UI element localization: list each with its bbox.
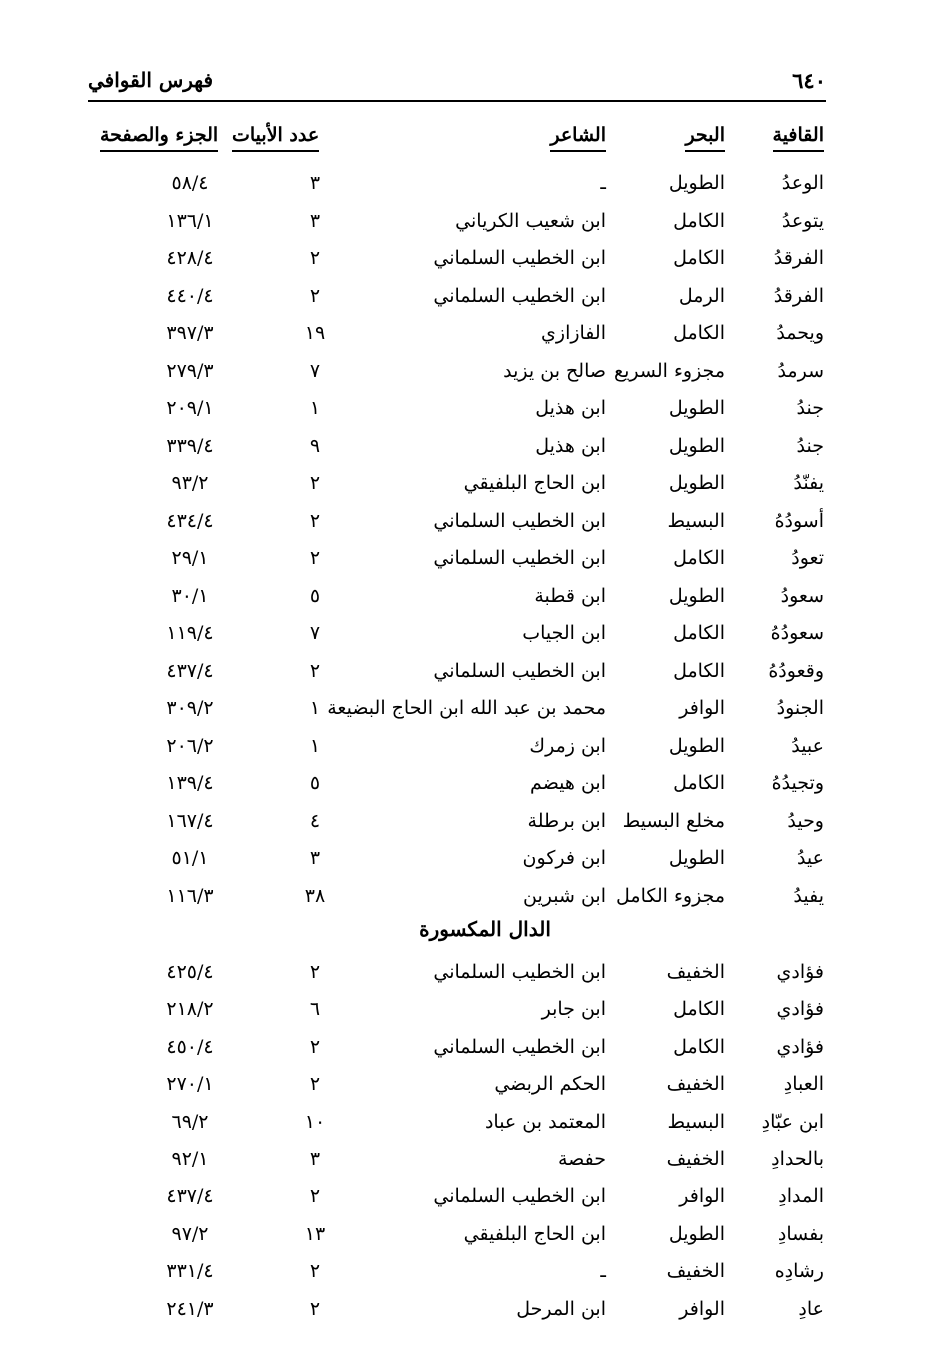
column-header-meter: البحر bbox=[685, 122, 725, 152]
meter-cell: الكامل bbox=[673, 322, 725, 344]
poet-cell: ابن شعيب الكرياني bbox=[455, 209, 606, 232]
verse-count-cell: ٢ bbox=[309, 1035, 321, 1058]
verse-count-cell: ٧ bbox=[309, 622, 321, 644]
verse-count-cell: ١ bbox=[309, 397, 321, 419]
poet-cell: المعتمد بن عباد bbox=[484, 1110, 606, 1133]
meter-cell: مخلع البسيط bbox=[622, 809, 725, 832]
verse-count-cell: ٢ bbox=[309, 659, 321, 682]
verse-count-cell: ٣ bbox=[309, 209, 321, 232]
meter-cell: الرمل bbox=[678, 284, 725, 307]
verse-count-cell: ٢ bbox=[309, 1260, 321, 1283]
rhyme-cell: بالحدادِ bbox=[771, 1148, 824, 1170]
running-head bbox=[88, 66, 826, 102]
verse-count-cell: ٢ bbox=[309, 961, 321, 983]
meter-cell: الطويل bbox=[668, 847, 725, 869]
volume-page-cell: ٤٢٨/٤ bbox=[166, 247, 214, 269]
volume-page-cell: ٢٩/١ bbox=[171, 547, 209, 569]
verse-count-cell: ٣٨ bbox=[304, 884, 326, 907]
rhyme-cell: سعودُ bbox=[780, 584, 824, 607]
rhyme-cell: يفيدُ bbox=[793, 884, 824, 907]
poet-cell: الفازازي bbox=[541, 322, 606, 344]
volume-page-cell: ٩٣/٢ bbox=[171, 472, 209, 494]
verse-count-cell: ٢ bbox=[309, 1297, 321, 1320]
poet-cell: ابن الحاج البلفيقي bbox=[463, 1222, 606, 1245]
verse-count-cell: ١٠ bbox=[304, 1110, 326, 1133]
poet-cell: حفصة bbox=[557, 1148, 606, 1170]
volume-page-cell: ٢٠٦/٢ bbox=[166, 734, 214, 757]
rhyme-cell: الفرقدُ bbox=[773, 284, 824, 307]
meter-cell: الكامل bbox=[673, 998, 725, 1021]
volume-page-cell: ٣٠/١ bbox=[171, 584, 209, 607]
meter-cell: الكامل bbox=[673, 209, 725, 232]
meter-cell: الكامل bbox=[673, 1035, 725, 1058]
meter-cell: الطويل bbox=[668, 434, 725, 457]
verse-count-cell: ٤ bbox=[309, 809, 321, 832]
poet-cell: ـ bbox=[600, 172, 606, 194]
section-title: الدال المكسورة bbox=[419, 917, 551, 941]
poet-cell: ابن جابر bbox=[541, 998, 606, 1021]
rhyme-cell: يتوعدُ bbox=[781, 209, 824, 232]
meter-cell: الطويل bbox=[668, 397, 725, 419]
poet-cell: ابن الخطيب السلماني bbox=[433, 284, 606, 307]
volume-page-cell: ٤٣٤/٤ bbox=[166, 509, 214, 532]
index-title: فهرس القوافي bbox=[88, 68, 214, 92]
rhyme-cell: المدادِ bbox=[778, 1185, 824, 1208]
meter-cell: مجزوء السريع bbox=[614, 359, 725, 382]
volume-page-cell: ٢٧٩/٣ bbox=[166, 359, 214, 382]
rhyme-cell: وحيدُ bbox=[787, 809, 824, 832]
rhyme-cell: وتجيدُهُ bbox=[771, 772, 824, 794]
meter-cell: الخفيف bbox=[666, 1073, 725, 1096]
rhyme-cell: سعودُهُ bbox=[770, 622, 824, 644]
page-number: ٦٤٠ bbox=[792, 68, 826, 93]
verse-count-cell: ٣ bbox=[309, 172, 321, 194]
poet-cell: صالح بن يزيد bbox=[503, 359, 606, 382]
meter-cell: الكامل bbox=[673, 247, 725, 269]
volume-page-cell: ٤٣٧/٤ bbox=[166, 1185, 214, 1208]
poet-cell: ابن المرحل bbox=[516, 1297, 606, 1320]
verse-count-cell: ٢ bbox=[309, 247, 321, 269]
rhyme-cell: الجنودُ bbox=[776, 697, 824, 719]
poet-cell: ابن الخطيب السلماني bbox=[433, 1185, 606, 1208]
rhyme-cell: فؤادي bbox=[776, 998, 824, 1021]
volume-page-cell: ٢١٨/٢ bbox=[166, 998, 214, 1021]
rhyme-cell: تعودُ bbox=[791, 547, 824, 569]
poet-cell: ابن الخطيب السلماني bbox=[433, 547, 606, 569]
rhyme-cell: ويحمدُ bbox=[776, 322, 824, 344]
poet-cell: ابن شبرين bbox=[523, 884, 606, 907]
verse-count-cell: ٢ bbox=[309, 472, 321, 494]
meter-cell: الطويل bbox=[668, 734, 725, 757]
rhyme-cell: الفرقدُ bbox=[773, 247, 824, 269]
verse-count-cell: ٢ bbox=[309, 547, 321, 569]
meter-cell: الكامل bbox=[673, 659, 725, 682]
meter-cell: الطويل bbox=[668, 172, 725, 194]
meter-cell: الوافر bbox=[679, 1297, 725, 1320]
volume-page-cell: ٢٧٠/١ bbox=[166, 1073, 214, 1096]
verse-count-cell: ٣ bbox=[309, 1148, 321, 1170]
rhyme-cell: ابن عبّادِ bbox=[761, 1110, 824, 1133]
volume-page-cell: ٩٢/١ bbox=[171, 1148, 209, 1170]
meter-cell: الطويل bbox=[668, 472, 725, 494]
verse-count-cell: ٧ bbox=[309, 359, 321, 382]
volume-page-cell: ١٣٩/٤ bbox=[166, 772, 214, 794]
poet-cell: ابن الخطيب السلماني bbox=[433, 509, 606, 532]
poet-cell: ابن الخطيب السلماني bbox=[433, 247, 606, 269]
meter-cell: مجزوء الكامل bbox=[616, 884, 725, 907]
poet-cell: ابن برطلة bbox=[527, 809, 606, 832]
volume-page-cell: ١٣٦/١ bbox=[166, 209, 214, 232]
volume-page-cell: ٣٣٩/٤ bbox=[166, 434, 214, 457]
volume-page-cell: ٣٩٧/٣ bbox=[166, 322, 214, 344]
poet-cell: ابن هيضم bbox=[530, 772, 606, 794]
verse-count-cell: ٥ bbox=[309, 584, 321, 607]
rhyme-cell: الوعدُ bbox=[781, 172, 824, 194]
rhyme-cell: يفنّدُ bbox=[793, 472, 824, 494]
poet-cell: ابن هذيل bbox=[535, 397, 606, 419]
verse-count-cell: ٦ bbox=[309, 998, 321, 1021]
rhyme-cell: سرمدُ bbox=[777, 359, 824, 382]
rhyme-cell: عيدُ bbox=[796, 847, 824, 869]
volume-page-cell: ٤٣٧/٤ bbox=[166, 659, 214, 682]
meter-cell: الوافر bbox=[679, 1185, 725, 1208]
meter-cell: الطويل bbox=[668, 1222, 725, 1245]
meter-cell: البسيط bbox=[667, 1110, 725, 1133]
column-header-rhyme: القافية bbox=[773, 122, 824, 152]
poet-cell: ابن الخطيب السلماني bbox=[433, 659, 606, 682]
meter-cell: الطويل bbox=[668, 584, 725, 607]
meter-cell: الخفيف bbox=[666, 961, 725, 983]
meter-cell: الكامل bbox=[673, 622, 725, 644]
volume-page-cell: ٩٧/٢ bbox=[171, 1222, 209, 1245]
verse-count-cell: ٥ bbox=[309, 772, 321, 794]
rhyme-cell: رشادِه bbox=[774, 1260, 824, 1283]
verse-count-cell: ٣ bbox=[309, 847, 321, 869]
volume-page-cell: ٥٨/٤ bbox=[171, 172, 209, 194]
poet-cell: ابن الخطيب السلماني bbox=[433, 1035, 606, 1058]
poet-cell: ابن الخطيب السلماني bbox=[433, 961, 606, 983]
poet-cell: ـ bbox=[600, 1260, 606, 1283]
rhyme-cell: وقعودُهُ bbox=[768, 659, 824, 682]
volume-page-cell: ١١٦/٣ bbox=[166, 884, 214, 907]
meter-cell: الوافر bbox=[679, 697, 725, 719]
volume-page-cell: ٤٤٠/٤ bbox=[166, 284, 214, 307]
meter-cell: البسيط bbox=[667, 509, 725, 532]
column-header-volume-page: الجزء والصفحة bbox=[100, 122, 218, 152]
volume-page-cell: ٦٩/٢ bbox=[171, 1110, 209, 1133]
rhyme-cell: أسودُهُ bbox=[774, 509, 824, 532]
volume-page-cell: ٣٣١/٤ bbox=[166, 1260, 214, 1283]
rhyme-cell: فؤادي bbox=[776, 961, 824, 983]
rhyme-cell: عبيدُ bbox=[791, 734, 824, 757]
verse-count-cell: ٩ bbox=[309, 434, 321, 457]
rhyme-cell: عادِ bbox=[798, 1297, 824, 1320]
poet-cell: ابن هذيل bbox=[535, 434, 606, 457]
meter-cell: الخفيف bbox=[666, 1260, 725, 1283]
meter-cell: الكامل bbox=[673, 547, 725, 569]
volume-page-cell: ٢٤١/٣ bbox=[166, 1297, 214, 1320]
rhyme-cell: بفسادِ bbox=[777, 1222, 824, 1245]
verse-count-cell: ٢ bbox=[309, 1185, 321, 1208]
volume-page-cell: ٣٠٩/٢ bbox=[166, 697, 214, 719]
rhyme-cell: جندُ bbox=[796, 397, 824, 419]
poet-cell: ابن الحاج البلفيقي bbox=[463, 472, 606, 494]
rhyme-cell: جندُ bbox=[796, 434, 824, 457]
meter-cell: الخفيف bbox=[666, 1148, 725, 1170]
poet-cell: ابن قطبة bbox=[534, 584, 606, 607]
poet-cell: ابن زمرك bbox=[529, 734, 606, 757]
volume-page-cell: ٥١/١ bbox=[171, 847, 209, 869]
volume-page-cell: ٤٥٠/٤ bbox=[166, 1035, 214, 1058]
volume-page-cell: ١١٩/٤ bbox=[166, 622, 214, 644]
verse-count-cell: ٢ bbox=[309, 509, 321, 532]
verse-count-cell: ١٩ bbox=[304, 322, 326, 344]
rhyme-cell: العبادِ bbox=[783, 1073, 824, 1096]
poet-cell: ابن الجياب bbox=[522, 622, 606, 644]
meter-cell: الكامل bbox=[673, 772, 725, 794]
rhyme-cell: فؤادي bbox=[776, 1035, 824, 1058]
verse-count-cell: ١٣ bbox=[304, 1222, 326, 1245]
volume-page-cell: ٢٠٩/١ bbox=[166, 397, 214, 419]
poet-cell: الحكم الربضي bbox=[494, 1073, 606, 1096]
verse-count-cell: ١ bbox=[309, 697, 321, 719]
verse-count-cell: ٢ bbox=[309, 284, 321, 307]
verse-count-cell: ١ bbox=[309, 734, 321, 757]
poet-cell: محمد بن عبد الله ابن الحاج البضيعة bbox=[327, 697, 606, 719]
volume-page-cell: ١٦٧/٤ bbox=[166, 809, 214, 832]
column-header-verse-count: عدد الأبيات bbox=[232, 122, 319, 152]
poet-cell: ابن فركون bbox=[522, 847, 606, 869]
volume-page-cell: ٤٢٥/٤ bbox=[166, 961, 214, 983]
verse-count-cell: ٢ bbox=[309, 1073, 321, 1096]
column-header-poet: الشاعر bbox=[550, 122, 606, 152]
